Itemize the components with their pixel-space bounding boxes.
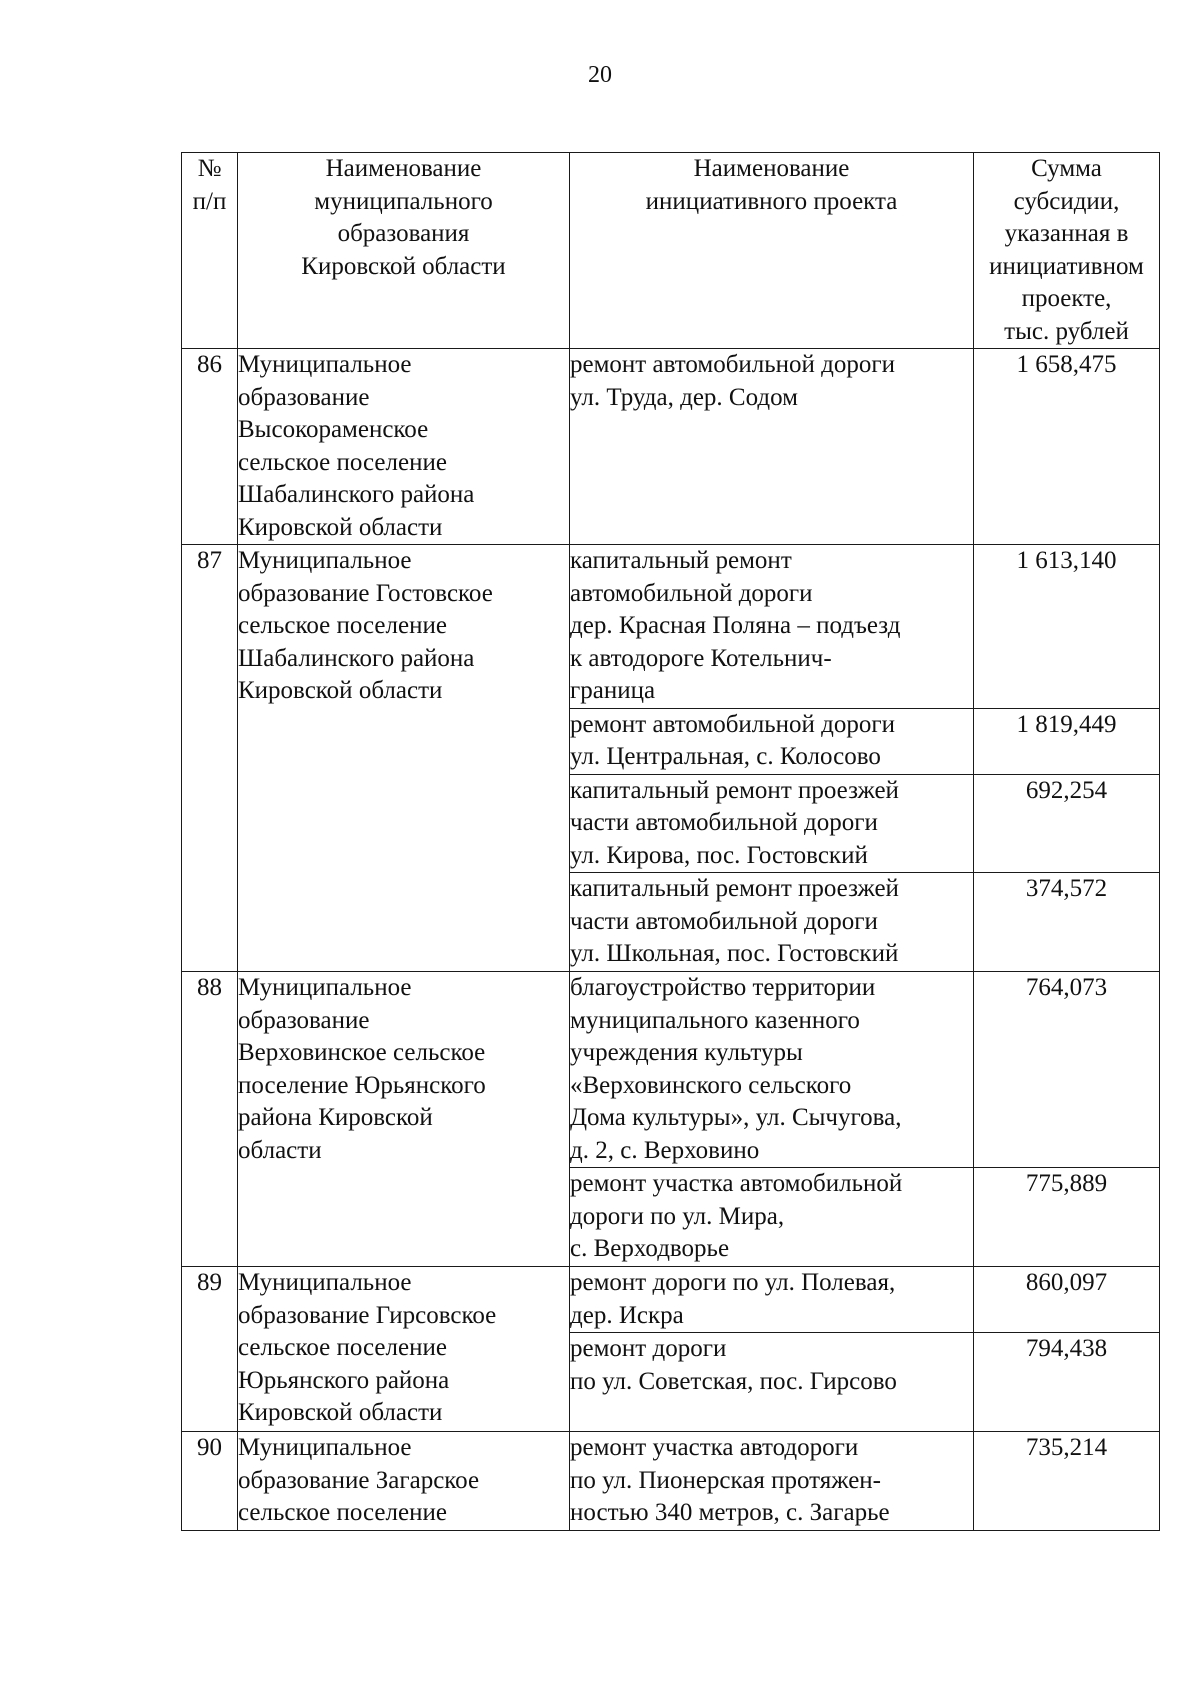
row-number: 90 [182, 1432, 238, 1531]
project-name: ремонт автомобильной дороги ул. Труда, дер. Содом [570, 349, 974, 545]
subsidy-amount: 374,572 [974, 873, 1160, 972]
row-number: 87 [182, 545, 238, 972]
project-name: ремонт участка автомобильной дороги по ул. Мира, с. Верходворье [570, 1168, 974, 1267]
subsidy-amount: 692,254 [974, 774, 1160, 873]
header-municipality: Наименование муниципального образования Кировской области [238, 153, 570, 349]
subsidy-amount: 794,438 [974, 1333, 1160, 1432]
table-row [182, 1267, 1160, 1333]
header-sum: Сумма субсидии, указанная в инициативном проекте, тыс. рублей [974, 153, 1160, 349]
project-name: ремонт дороги по ул. Советская, пос. Гирсово [570, 1333, 974, 1432]
municipality-name: Муниципальное образование Загарское сельское поселение [238, 1432, 570, 1531]
subsidy-amount: 860,097 [974, 1267, 1160, 1333]
municipality-name: Муниципальное образование Гостовское сельское поселение Шабалинского района Кировской области [238, 545, 570, 972]
header-number: № п/п [182, 153, 238, 349]
row-number: 89 [182, 1267, 238, 1432]
page-number: 20 [588, 62, 612, 88]
row-number: 88 [182, 972, 238, 1267]
table-row [182, 1432, 1160, 1531]
row-number: 86 [182, 349, 238, 545]
municipality-name: Муниципальное образование Верховинское сельское поселение Юрьянского района Кировской области [238, 972, 570, 1267]
project-name: капитальный ремонт автомобильной дороги дер. Красная Поляна – подъезд к автодороге Котельнич- граница [570, 545, 974, 709]
subsidy-amount: 1 819,449 [974, 708, 1160, 774]
subsidy-amount: 764,073 [974, 972, 1160, 1168]
table-row [182, 545, 1160, 709]
project-name: ремонт дороги по ул. Полевая, дер. Искра [570, 1267, 974, 1333]
table-row [182, 972, 1160, 1168]
table-header-row [182, 153, 1160, 349]
project-name: благоустройство территории муниципального казенного учреждения культуры «Верховинского сельского Дома культуры», ул. Сычугова, д. 2, с. Верховино [570, 972, 974, 1168]
subsidy-amount: 1 658,475 [974, 349, 1160, 545]
subsidy-table [181, 152, 1160, 1531]
project-name: капитальный ремонт проезжей части автомобильной дороги ул. Школьная, пос. Гостовский [570, 873, 974, 972]
header-project: Наименование инициативного проекта [570, 153, 974, 349]
table-row [182, 349, 1160, 545]
municipality-name: Муниципальное образование Гирсовское сельское поселение Юрьянского района Кировской области [238, 1267, 570, 1432]
project-name: ремонт автомобильной дороги ул. Центральная, с. Колосово [570, 708, 974, 774]
subsidy-amount: 775,889 [974, 1168, 1160, 1267]
municipality-name: Муниципальное образование Высокораменское сельское поселение Шабалинского района Кировской области [238, 349, 570, 545]
project-name: капитальный ремонт проезжей части автомобильной дороги ул. Кирова, пос. Гостовский [570, 774, 974, 873]
subsidy-amount: 1 613,140 [974, 545, 1160, 709]
subsidy-amount: 735,214 [974, 1432, 1160, 1531]
project-name: ремонт участка автодороги по ул. Пионерская протяжен- ностью 340 метров, с. Загарье [570, 1432, 974, 1531]
